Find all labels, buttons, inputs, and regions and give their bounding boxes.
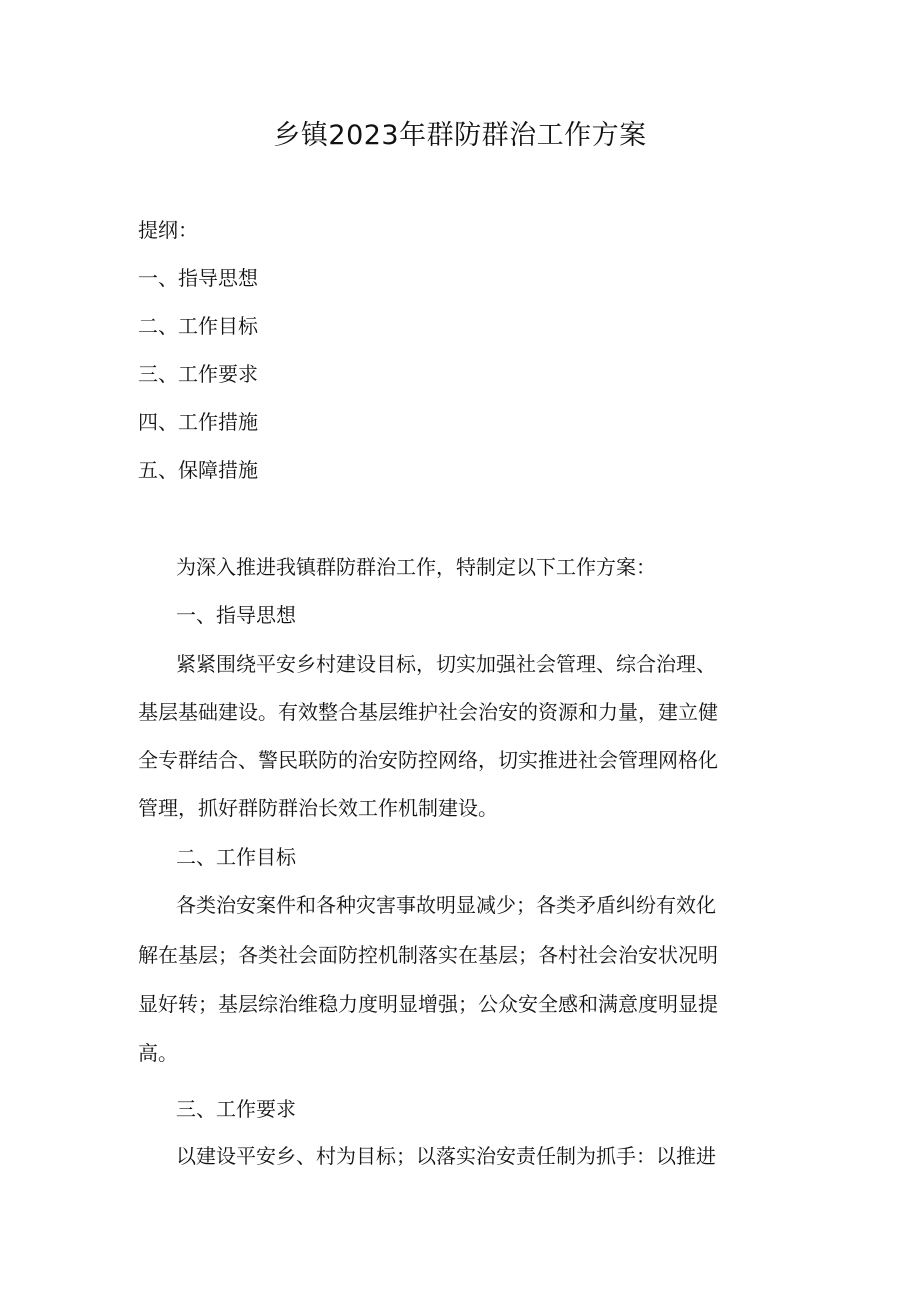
paragraph-line: 基层基础建设。有效整合基层维护社会治安的资源和力量，建立健 xyxy=(138,700,718,724)
paragraph-line: 解在基层；各类社会面防控机制落实在基层；各村社会治安状况明 xyxy=(138,943,718,967)
outline-heading: 提纲： xyxy=(138,218,198,242)
paragraph-line: 管理，抓好群防群治长效工作机制建设。 xyxy=(138,796,498,820)
section-heading-work-requirements: 三、工作要求 xyxy=(176,1097,296,1121)
paragraph-line: 显好转；基层综治维稳力度明显增强；公众安全感和满意度明显提 xyxy=(138,992,718,1016)
paragraph-line: 高。 xyxy=(138,1041,178,1065)
paragraph-line: 各类治安案件和各种灾害事故明显减少；各类矛盾纠纷有效化 xyxy=(176,893,716,917)
outline-item-4: 四、工作措施 xyxy=(138,410,258,434)
outline-item-1: 一、指导思想 xyxy=(138,266,258,290)
outline-item-3: 三、工作要求 xyxy=(138,362,258,386)
section-heading-guiding-ideology: 一、指导思想 xyxy=(176,603,296,627)
paragraph-line: 全专群结合、警民联防的治安防控网络，切实推进社会管理网格化 xyxy=(138,748,718,772)
section-heading-work-goals: 二、工作目标 xyxy=(176,845,296,869)
outline-item-5: 五、保障措施 xyxy=(138,458,258,482)
outline-item-2: 二、工作目标 xyxy=(138,314,258,338)
document-title: 乡镇2023年群防群治工作方案 xyxy=(273,120,647,151)
intro-paragraph: 为深入推进我镇群防群治工作，特制定以下工作方案： xyxy=(176,555,656,579)
paragraph-line: 紧紧围绕平安乡村建设目标，切实加强社会管理、综合治理、 xyxy=(176,652,716,676)
paragraph-line: 以建设平安乡、村为目标；以落实治安责任制为抓手：以推进 xyxy=(176,1144,716,1168)
